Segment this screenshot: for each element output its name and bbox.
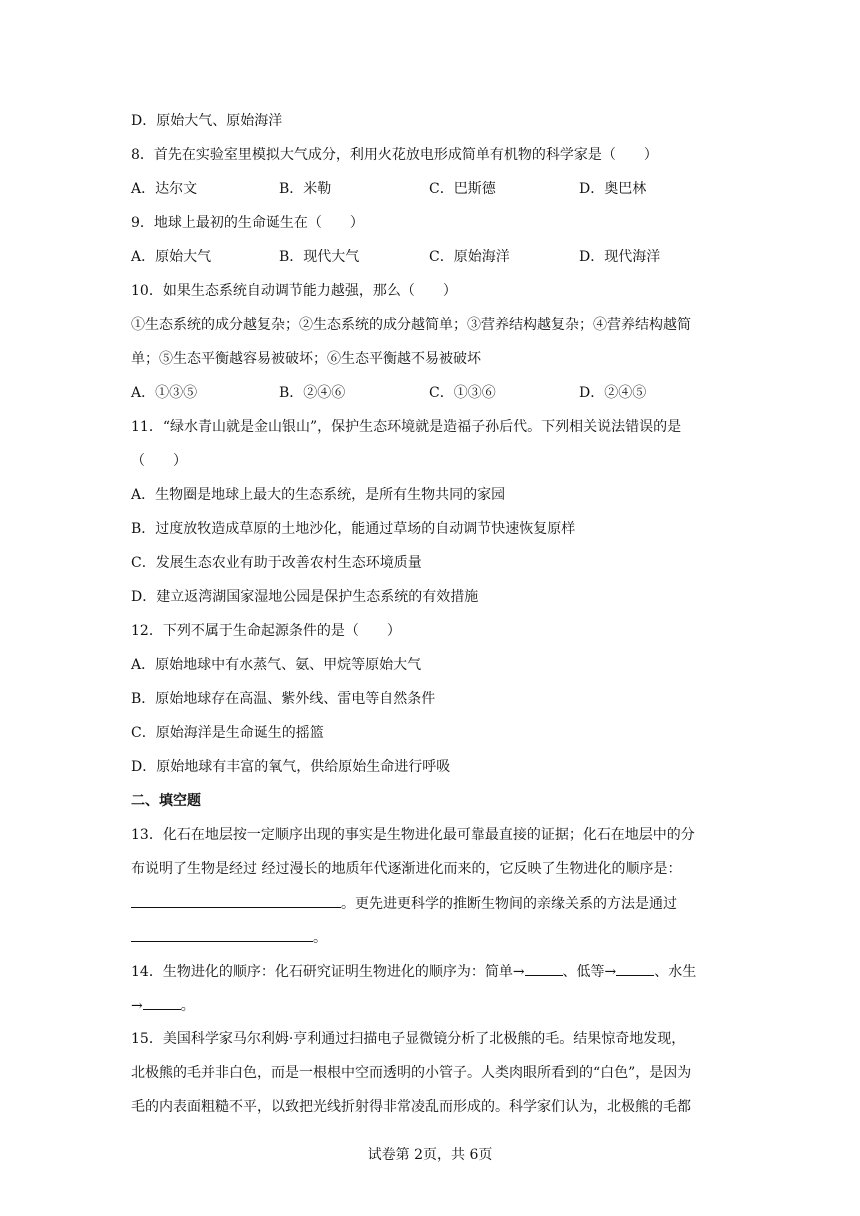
q8-option-c: C．巴斯德 bbox=[429, 181, 496, 197]
q9-option-c: C．原始海洋 bbox=[429, 249, 510, 265]
q15-line1: 15．美国科学家马尔利姆·亨利通过扫描电子显微镜分析了北极熊的毛。结果惊奇地发现， bbox=[131, 1031, 686, 1047]
q8-option-d: D．奥巴林 bbox=[579, 181, 647, 197]
q10-statements-line1: ①生态系统的成分越复杂；②生态系统的成分越简单；③营养结构越复杂；④营养结构越简 bbox=[131, 317, 691, 333]
q14-text-part2: 、低等→ bbox=[562, 964, 617, 980]
q14-text-part4: → bbox=[131, 998, 143, 1014]
q14-text-part1: 14．生物进化的顺序：化石研究证明生物进化的顺序为：简单→ bbox=[131, 964, 525, 980]
q12-option-c: C．原始海洋是生命诞生的摇篮 bbox=[131, 725, 324, 741]
q15-line3: 毛的内表面粗糙不平，以致把光线折射得非常凌乱而形成的。科学家们认为，北极熊的毛都 bbox=[131, 1099, 691, 1115]
q14-answer-blank-2[interactable] bbox=[616, 961, 654, 976]
q15-line2: 北极熊的毛并非白色，而是一根根中空而透明的小管子。人类肉眼所看到的“白色”，是因为 bbox=[131, 1065, 692, 1081]
q9-option-d: D．现代海洋 bbox=[579, 249, 661, 265]
q14-line1 bbox=[131, 961, 731, 982]
q13-line1: 13．化石在地层按一定顺序出现的事实是生物进化最可靠最直接的证据；化石在地层中的分 bbox=[131, 827, 695, 843]
q13-line3 bbox=[131, 893, 731, 914]
q12-stem: 12．下列不属于生命起源条件的是（ ） bbox=[131, 623, 401, 639]
q14-text-part3: 、水生 bbox=[654, 964, 697, 980]
q10-stem: 10．如果生态系统自动调节能力越强，那么（ ） bbox=[131, 283, 457, 299]
q8-stem: 8．首先在实验室里模拟大气成分，利用火花放电形成简单有机物的科学家是（ ） bbox=[131, 147, 658, 163]
q10-option-d: D．②④⑤ bbox=[579, 385, 647, 401]
q11-option-a: A．生物圈是地球上最大的生态系统，是所有生物共同的家园 bbox=[131, 487, 506, 503]
q9-stem: 9．地球上最初的生命诞生在（ ） bbox=[131, 215, 364, 231]
q8-option-a: A．达尔文 bbox=[131, 181, 198, 197]
q12-option-b: B．原始地球存在高温、紫外线、雷电等自然条件 bbox=[131, 691, 436, 707]
q13-line2: 布说明了生物是经过 经过漫长的地质年代逐渐进化而来的，它反映了生物进化的顺序是： bbox=[131, 861, 682, 877]
q14-answer-blank-1[interactable] bbox=[525, 961, 563, 976]
q10-statements-line2: 单；⑤生态平衡越容易被破坏；⑥生态平衡越不易被破坏 bbox=[131, 351, 481, 367]
q10-option-b: B．②④⑥ bbox=[279, 385, 346, 401]
q13-line4 bbox=[131, 927, 731, 948]
q9-option-a: A．原始大气 bbox=[131, 249, 212, 265]
q13-line4-text: 。 bbox=[313, 930, 327, 946]
page-footer: 试卷第 2页，共 6页 bbox=[367, 1147, 493, 1163]
q11-option-d: D．建立返湾湖国家湿地公园是保护生态系统的有效措施 bbox=[131, 589, 479, 605]
q14-line2 bbox=[131, 995, 731, 1016]
q13-answer-blank-1[interactable] bbox=[131, 893, 341, 908]
q9-option-b: B．现代大气 bbox=[279, 249, 360, 265]
q14-text-part5: 。 bbox=[180, 998, 195, 1014]
q11-stem-line2: （ ） bbox=[131, 453, 187, 469]
q8-option-b: B．米勒 bbox=[279, 181, 332, 197]
q10-option-c: C．①③⑥ bbox=[429, 385, 496, 401]
q14-answer-blank-3[interactable] bbox=[143, 995, 181, 1010]
q13-answer-blank-2[interactable] bbox=[131, 927, 313, 942]
section-title-fill-in: 二、填空题 bbox=[131, 793, 201, 809]
q11-option-c: C．发展生态农业有助于改善农村生态环境质量 bbox=[131, 555, 422, 571]
q11-option-b: B．过度放牧造成草原的土地沙化，能通过草场的自动调节快速恢复原样 bbox=[131, 521, 576, 537]
q7-option-d: D．原始大气、原始海洋 bbox=[131, 113, 283, 129]
q13-line3-text: 。更先进更科学的推断生物间的亲缘关系的方法是通过 bbox=[341, 896, 677, 912]
q10-option-a: A．①③⑤ bbox=[131, 385, 198, 401]
q12-option-a: A．原始地球中有水蒸气、氨、甲烷等原始大气 bbox=[131, 657, 422, 673]
q11-stem-line1: 11．“绿水青山就是金山银山”，保护生态环境就是造福子孙后代。下列相关说法错误的是 bbox=[131, 419, 682, 435]
q12-option-d: D．原始地球有丰富的氧气，供给原始生命进行呼吸 bbox=[131, 759, 451, 775]
